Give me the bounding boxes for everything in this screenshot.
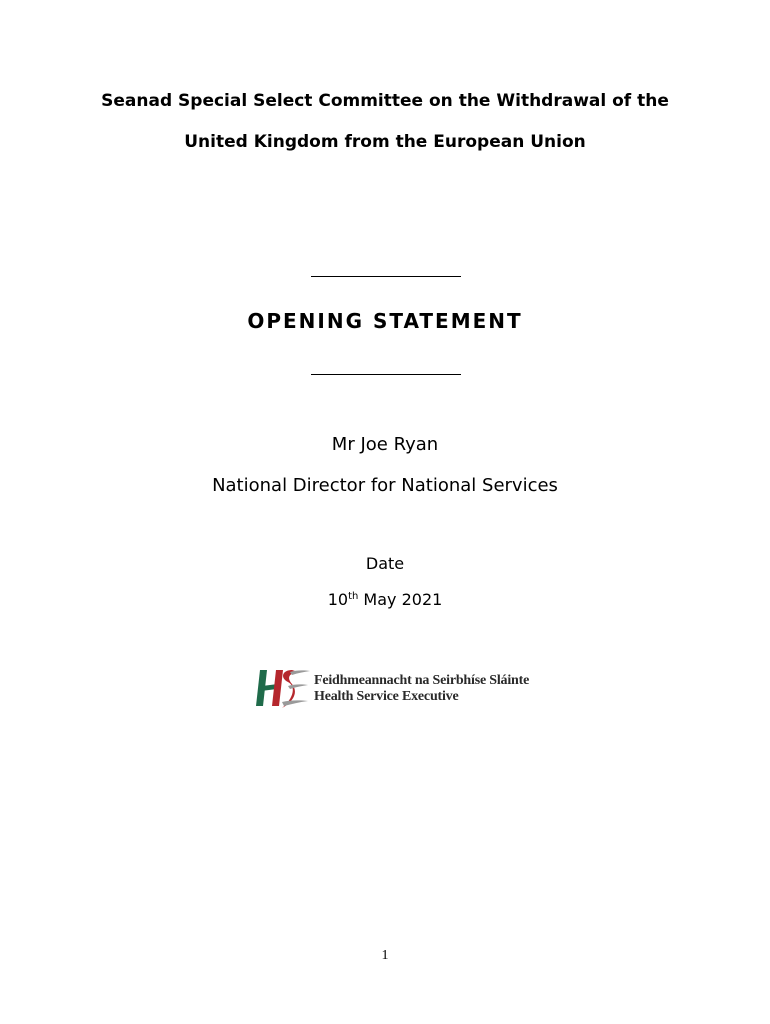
date-day: 10 [327, 590, 349, 609]
date-label: Date [365, 554, 405, 573]
logo-irish-name: Feidhmeannacht na Seirbhíse Sláinte [314, 673, 530, 688]
divider-bottom [311, 374, 461, 375]
opening-statement-heading: OPENING STATEMENT [247, 309, 523, 333]
date-value [0, 590, 770, 609]
hse-logo [252, 664, 530, 714]
speaker-name: Mr Joe Ryan [331, 434, 439, 455]
speaker-role: National Director for National Services [212, 475, 558, 496]
divider-top [311, 276, 461, 277]
title-line-1: Seanad Special Select Committee on the Withdrawal of the [101, 91, 669, 111]
date-rest: May 2021 [358, 590, 443, 609]
title-line-2: United Kingdom from the European Union [184, 132, 586, 152]
page-number: 1 [381, 948, 389, 963]
date-suffix: th [348, 591, 359, 602]
logo-english-name: Health Service Executive [314, 689, 459, 704]
hse-logo-icon [252, 664, 312, 714]
